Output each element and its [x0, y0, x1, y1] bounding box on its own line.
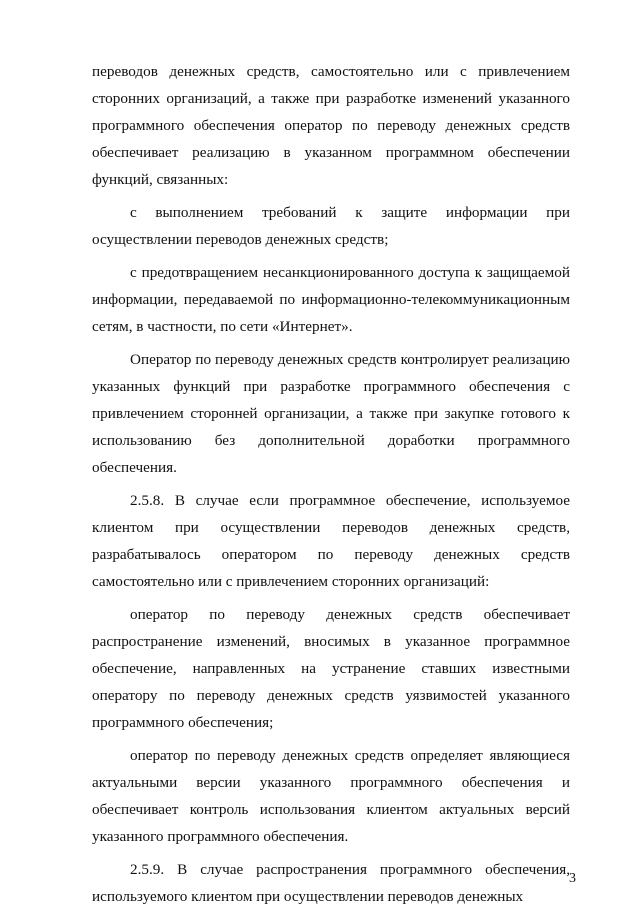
paragraph-7: оператор по переводу денежных средств определяет являющиеся актуальными версии указанного программного обеспечения и обеспечивает контроль использования клиентом актуальных версий указанного программного обеспечения. — [92, 747, 570, 845]
page-number: 3 — [569, 871, 576, 886]
paragraph-3: с предотвращением несанкционированного доступа к защищаемой информации, передаваемой по информационно-телекоммуникационным сетям, в частности, по сети «Интернет». — [92, 264, 570, 335]
paragraph-1: переводов денежных средств, самостоятельно или с привлечением сторонних организаций, а также при разработке изменений указанного программного обеспечения оператор по переводу денежных средств обеспечивает реализацию в указанном программном обеспечении функций, связанных: — [92, 63, 570, 188]
document-body — [92, 58, 570, 916]
paragraph-2: с выполнением требований к защите информации при осуществлении переводов денежных средств; — [92, 204, 570, 248]
paragraph-4: Оператор по переводу денежных средств контролирует реализацию указанных функций при разработке программного обеспечения с привлечением сторонней организации, а также при закупке готового к использованию без дополнительной доработки программного обеспечения. — [92, 351, 570, 476]
paragraph-6: оператор по переводу денежных средств обеспечивает распространение изменений, вносимых в указанное программное обеспечение, направленных на устранение ставших известными оператору по переводу денежных средств уязвимостей указанного программного обеспечения; — [92, 606, 570, 731]
paragraph-5: 2.5.8. В случае если программное обеспечение, используемое клиентом при осуществлении переводов денежных средств, разрабатывалось оператором по переводу денежных средств самостоятельно или с привлечением сторонних организаций: — [92, 492, 570, 590]
paragraph-8: 2.5.9. В случае распространения программного обеспечения, используемого клиентом при осуществлении переводов денежных — [92, 861, 570, 905]
